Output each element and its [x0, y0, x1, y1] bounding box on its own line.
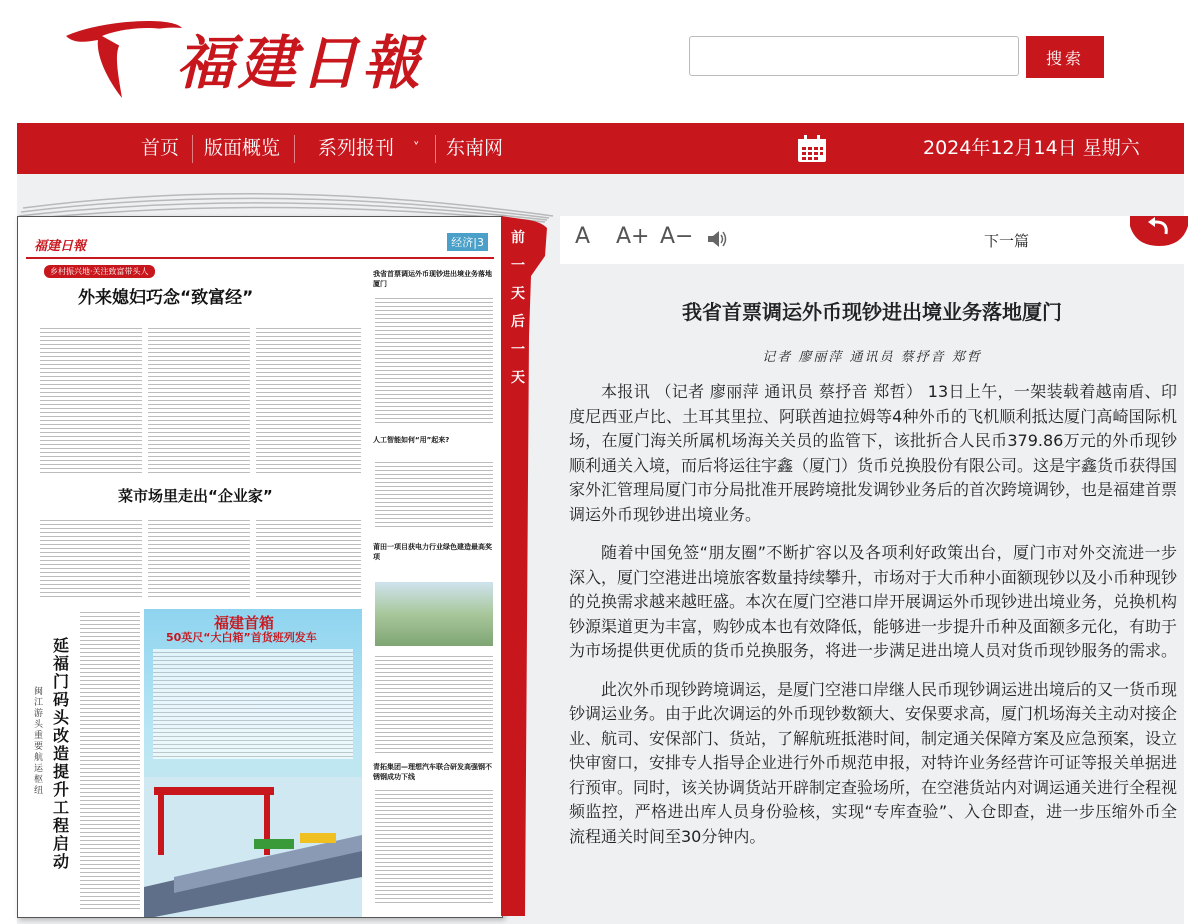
article-paragraph: 本报讯 （记者 廖丽萍 通讯员 蔡抒音 郑哲） 13日上午，一架装载着越南盾、印度尼西亚卢比、土耳其里拉、阿联酋迪拉姆等4种外币的飞机顺利抵达厦门高崎国际机场，在厦门海关所属机场海关关员的监管下，该批折合人民币379.86万元的外币现钞顺利通关入境，而后将运往宇鑫（厦门）货币兑换股份有限公司。这是宇鑫货币获得国家外汇管理局厦门市分局批准开展跨境批发调钞业务后的首次跨境调钞，也是福建首票调运外币现钞进出境业务。 — [569, 382, 1178, 524]
text-column — [256, 325, 361, 475]
text-column — [148, 325, 250, 475]
article-paragraph: 随着中国免签“朋友圈”不断扩容以及各项利好政策出台，厦门市对外交流进一步深入，厦门空港进出境旅客数量持续攀升，市场对于大币种小面额现钞以及小币种现钞的兑换需求越来越旺盛。本次在厦门空港口岸开展调运外币现钞进出境业务，兑换机构钞源渠道更为丰富，购钞成本也有效降低，能够进一步提升币种及面额多元化，有助于为市场提供更优质的货币兑换服务，将进一步满足进出境人员对货币现钞服务的需求。 — [569, 543, 1178, 660]
nav-series[interactable]: 系列报刊 — [318, 137, 395, 159]
font-smaller-button[interactable]: A− — [660, 224, 694, 249]
nav-divider — [435, 135, 436, 163]
newspaper-headline[interactable]: 外来媳妇巧念“致富经” — [78, 288, 254, 308]
text-column — [153, 649, 353, 759]
newspaper-logo: 福建日報 — [34, 239, 87, 254]
article-paragraph: 此次外币现钞跨境调运，是厦门空港口岸继人民币现钞调运进出境后的又一货币现钞调运业务。由于此次调运的外币现钞数额大、安保要求高，厦门机场海关主动对接企业、航司、安保部门、货站，了解航班抵港时间，制定通关保障方案及应急预案，设立快审窗口，安排专人指导企业进行外币规范申报，对特许业务经营许可证等报关单据进行预审。同时，该关协调货站开辟制定查验场所，在空港货站内对调运通关进行全程视频监控，严格进出库人员身份验核，实现“专库查验”、入仓即查，进一步压缩外币全流程通关时间至30分钟内。 — [569, 679, 1178, 846]
next-day-char[interactable]: 天 — [511, 370, 525, 386]
text-column — [148, 517, 250, 597]
text-column — [375, 459, 493, 529]
search-button[interactable]: 搜索 — [1026, 36, 1104, 78]
text-column — [40, 325, 142, 475]
prev-day-char[interactable]: 前 — [511, 230, 525, 246]
newspaper-headline[interactable]: 青拓集团—理想汽车联合研发高强钢不锈钢成功下线 — [373, 763, 492, 781]
logo-text: 福建日報 — [176, 29, 425, 97]
newspaper-headline[interactable]: 人工智能如何“用”起来? — [373, 436, 450, 444]
chevron-down-icon[interactable]: ˅ — [413, 141, 420, 156]
newspaper-headline[interactable]: 菜市场里走出“企业家” — [118, 487, 273, 505]
text-column — [375, 787, 493, 905]
newspaper-photo — [375, 582, 493, 646]
nav-page-overview[interactable]: 版面概览 — [204, 137, 281, 159]
nav-home[interactable]: 首页 — [141, 137, 180, 159]
nav-southeast-net[interactable]: 东南网 — [446, 137, 504, 159]
banner-subtitle: 50英尺“大白箱”首货班列发车 — [166, 631, 317, 644]
section-badge: 经济|3 — [447, 233, 488, 251]
newspaper-headline[interactable]: 我省首票调运外币现钞进出境业务落地厦门 — [373, 270, 492, 288]
speaker-icon[interactable] — [706, 229, 728, 249]
text-column — [80, 609, 140, 909]
article-title: 我省首票调运外币现钞进出境业务落地厦门 — [682, 300, 1062, 324]
next-article-link[interactable]: 下一篇 — [984, 232, 1030, 250]
text-column — [375, 295, 493, 425]
article-body — [569, 380, 1177, 863]
train-photo — [144, 777, 362, 918]
next-day-char[interactable]: 后 — [511, 314, 525, 330]
font-larger-button[interactable]: A+ — [616, 224, 650, 249]
back-arrow-icon[interactable] — [1130, 208, 1188, 248]
vertical-subheadline: 闽江游头重要航运枢纽 — [34, 687, 44, 796]
current-date: 2024年12月14日 星期六 — [923, 137, 1140, 159]
article-byline: 记者 廖丽萍 通讯员 蔡抒音 郑哲 — [762, 350, 982, 365]
text-column — [375, 653, 493, 753]
newspaper-page-thumbnail[interactable] — [17, 216, 503, 918]
nav-divider — [192, 135, 193, 163]
newspaper-headline[interactable]: 莆田一项目获电力行业绿色建造最高奖项 — [373, 543, 492, 561]
newspaper-header — [26, 229, 494, 259]
next-day-char[interactable]: 一 — [511, 342, 525, 358]
text-column — [256, 517, 361, 597]
text-column — [40, 517, 142, 597]
search-input[interactable] — [689, 36, 1019, 76]
prev-day-char[interactable]: 天 — [511, 286, 525, 302]
main-nav — [17, 123, 1184, 174]
banner-title: 福建首箱 — [214, 614, 275, 632]
calendar-icon — [797, 135, 827, 163]
font-normal-button[interactable]: A — [575, 224, 591, 249]
nav-divider — [294, 135, 295, 163]
prev-next-day-nav[interactable] — [509, 224, 527, 392]
article-toolbar — [560, 216, 1184, 264]
article-tag: 乡村振兴地·关注致富带头人 — [44, 265, 155, 278]
prev-day-char[interactable]: 一 — [511, 258, 525, 274]
vertical-headline[interactable]: 延福门码头改造提升工程启动 — [53, 636, 70, 871]
